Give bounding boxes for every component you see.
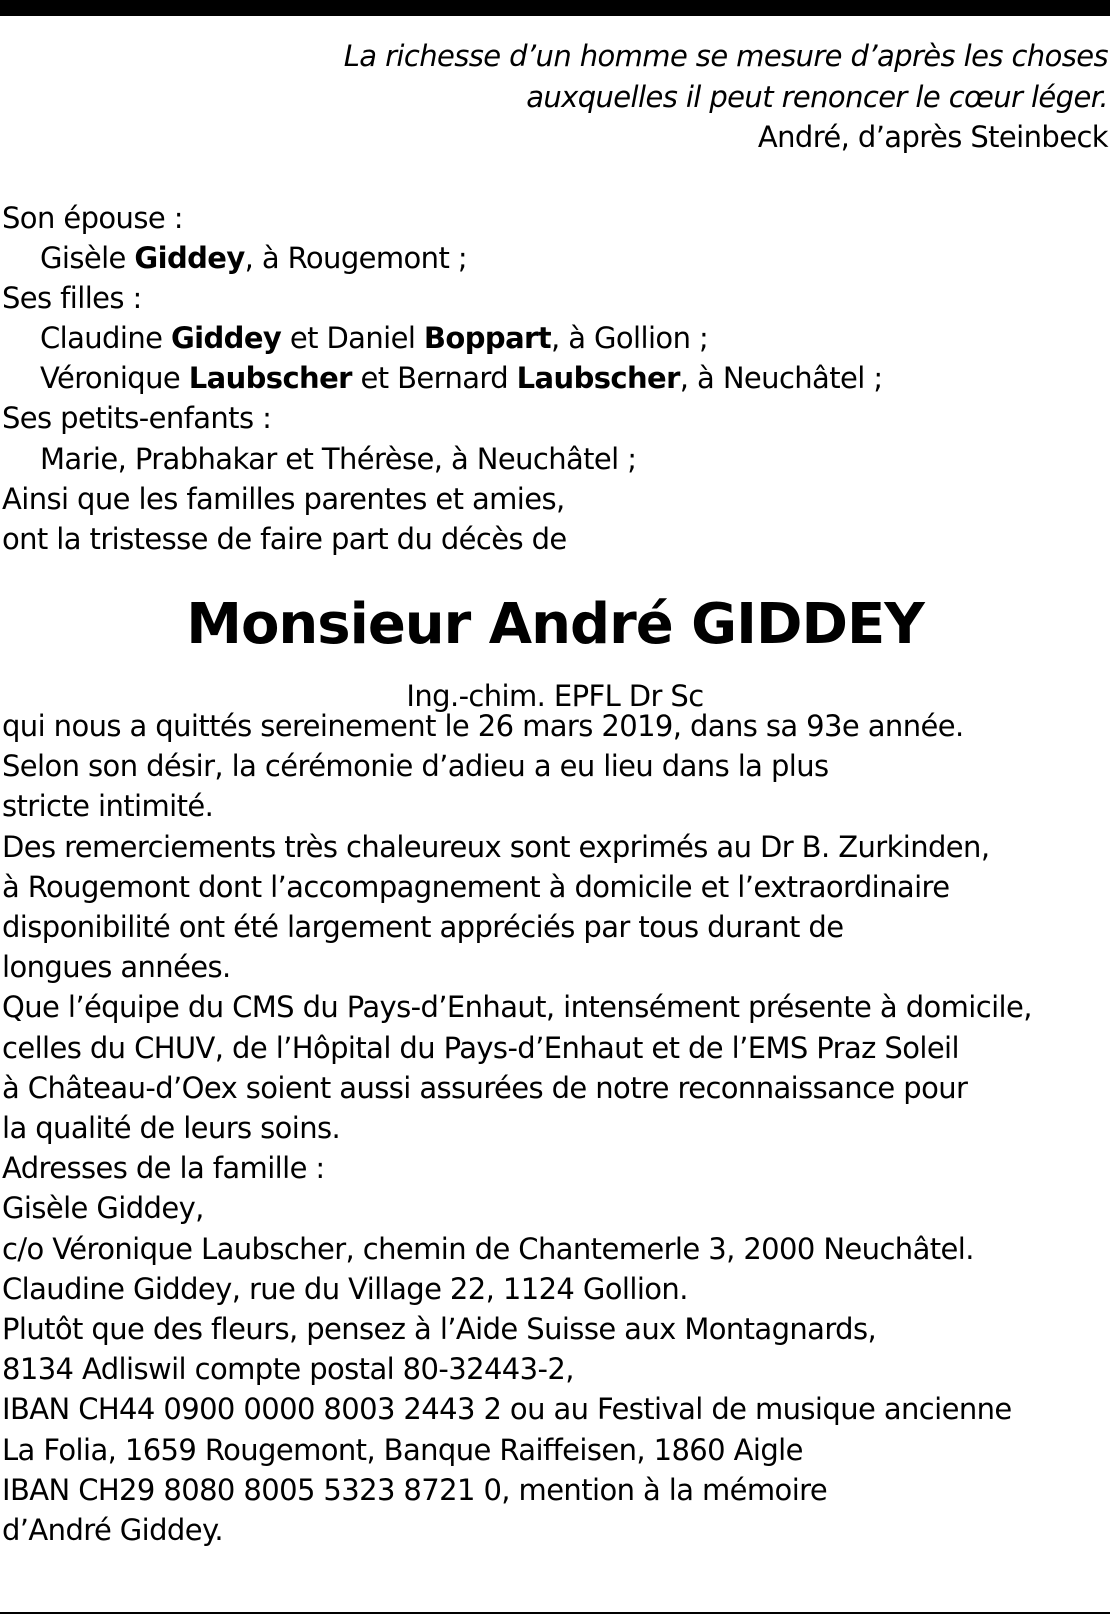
- grandchildren-label: Ses petits-enfants :: [2, 401, 272, 435]
- epigraph-line-1: La richesse d’un homme se mesure d’après les choses: [343, 39, 1108, 73]
- daughter-entry-1: Claudine Giddey et Daniel Boppart, à Gollion ;: [40, 321, 709, 355]
- body-line: disponibilité ont été largement appréciés par tous durant de: [2, 910, 844, 944]
- epigraph-author: André, d’après Steinbeck: [757, 120, 1108, 154]
- body-line: 8134 Adliswil compte postal 80-32443-2,: [2, 1352, 574, 1386]
- body-line: IBAN CH29 8080 8005 5323 8721 0, mention à la mémoire: [2, 1473, 828, 1507]
- announcement-line: ont la tristesse de faire part du décès de: [2, 522, 567, 556]
- grandchildren-entry: Marie, Prabhakar et Thérèse, à Neuchâtel ;: [40, 442, 637, 476]
- body-line: La Folia, 1659 Rougemont, Banque Raiffeisen, 1860 Aigle: [2, 1433, 803, 1467]
- daughters-label: Ses filles :: [2, 281, 142, 315]
- spouse-label: Son épouse :: [2, 201, 183, 235]
- body-line: Des remerciements très chaleureux sont exprimés au Dr B. Zurkinden,: [2, 830, 990, 864]
- epigraph-line-2: auxquelles il peut renoncer le cœur léger.: [526, 80, 1108, 114]
- body-line: stricte intimité.: [2, 789, 214, 823]
- deceased-name: Monsieur André GIDDEY: [186, 592, 924, 657]
- daughter-entry-2: Véronique Laubscher et Bernard Laubscher, à Neuchâtel ;: [40, 361, 883, 395]
- deceased-title: Ing.-chim. EPFL Dr Sc: [406, 679, 704, 713]
- body-line: la qualité de leurs soins.: [2, 1111, 341, 1145]
- body-line: d’André Giddey.: [2, 1513, 224, 1547]
- body-line: Plutôt que des fleurs, pensez à l’Aide Suisse aux Montagnards,: [2, 1312, 877, 1346]
- body-line: Gisèle Giddey,: [2, 1191, 204, 1225]
- bottom-border-rule: [0, 1612, 1110, 1614]
- body-line: celles du CHUV, de l’Hôpital du Pays-d’Enhaut et de l’EMS Praz Soleil: [2, 1031, 959, 1065]
- body-line: Selon son désir, la cérémonie d’adieu a eu lieu dans la plus: [2, 749, 829, 783]
- body-line: IBAN CH44 0900 0000 8003 2443 2 ou au Festival de musique ancienne: [2, 1392, 1012, 1426]
- families-line: Ainsi que les familles parentes et amies,: [2, 482, 565, 516]
- body-line: à Château-d’Oex soient aussi assurées de notre reconnaissance pour: [2, 1071, 968, 1105]
- body-line: qui nous a quittés sereinement le 26 mars 2019, dans sa 93e année.: [2, 709, 964, 743]
- spouse-entry: Gisèle Giddey, à Rougemont ;: [40, 241, 468, 275]
- body-line: c/o Véronique Laubscher, chemin de Chantemerle 3, 2000 Neuchâtel.: [2, 1232, 974, 1266]
- body-line: Que l’équipe du CMS du Pays-d’Enhaut, intensément présente à domicile,: [2, 990, 1032, 1024]
- body-line: à Rougemont dont l’accompagnement à domicile et l’extraordinaire: [2, 870, 950, 904]
- body-line: Adresses de la famille :: [2, 1151, 325, 1185]
- body-line: Claudine Giddey, rue du Village 22, 1124 Gollion.: [2, 1272, 688, 1306]
- body-line: longues années.: [2, 950, 231, 984]
- top-border-rule: [0, 0, 1110, 16]
